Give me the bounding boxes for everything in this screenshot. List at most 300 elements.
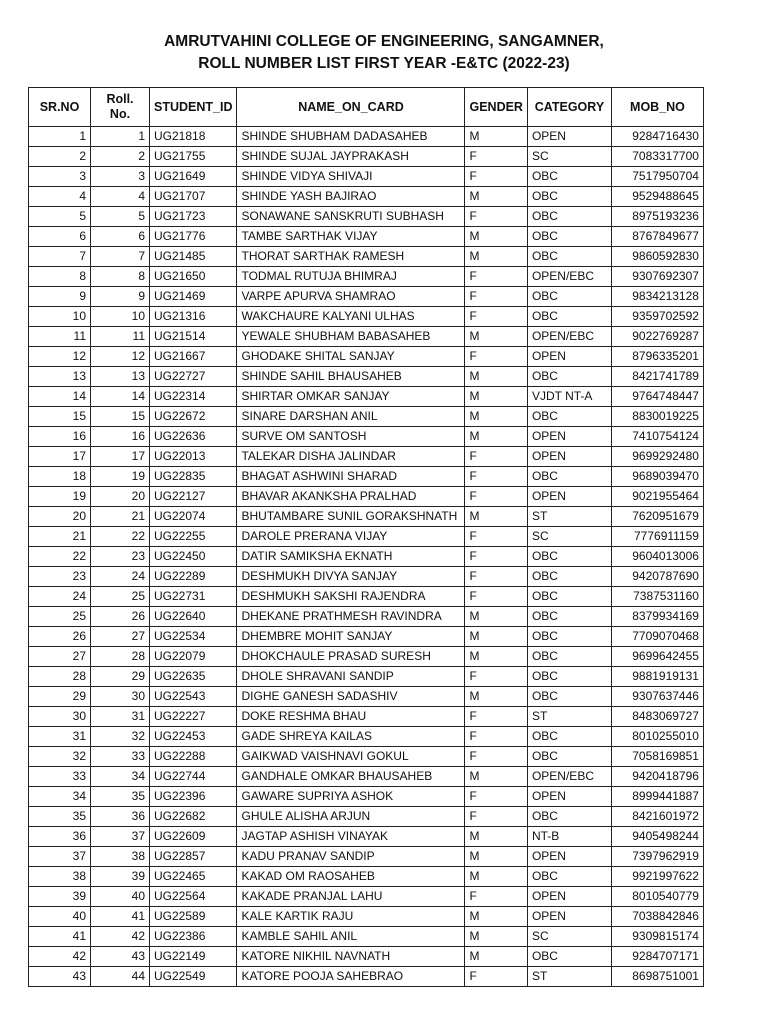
sr-no-cell: 34: [29, 787, 91, 807]
table-row: [29, 447, 704, 467]
category-cell: OBC: [527, 947, 611, 967]
mobile-cell: 7397962919: [611, 847, 703, 867]
table-row: [29, 467, 704, 487]
gender-cell: F: [465, 207, 527, 227]
table-row: [29, 227, 704, 247]
name-cell: TODMAL RUTUJA BHIMRAJ: [237, 267, 465, 287]
gender-cell: F: [465, 707, 527, 727]
mobile-cell: 7083317700: [611, 147, 703, 167]
mobile-cell: 9309815174: [611, 927, 703, 947]
category-cell: OBC: [527, 747, 611, 767]
roll-no-cell: 9: [91, 287, 150, 307]
column-header-gender: GENDER: [465, 88, 527, 127]
category-cell: OPEN: [527, 787, 611, 807]
table-row: [29, 547, 704, 567]
table-row: [29, 807, 704, 827]
category-cell: SC: [527, 527, 611, 547]
student-id-cell: UG22386: [150, 927, 237, 947]
document-title: AMRUTVAHINI COLLEGE OF ENGINEERING, SANGAMNER,: [164, 33, 604, 50]
name-cell: DHEKANE PRATHMESH RAVINDRA: [237, 607, 465, 627]
student-id-cell: UG21469: [150, 287, 237, 307]
roll-no-cell: 24: [91, 567, 150, 587]
mobile-cell: 7620951679: [611, 507, 703, 527]
roll-no-cell: 14: [91, 387, 150, 407]
gender-cell: F: [465, 567, 527, 587]
sr-no-cell: 18: [29, 467, 91, 487]
roll-no-cell: 20: [91, 487, 150, 507]
gender-cell: F: [465, 747, 527, 767]
category-cell: OBC: [527, 307, 611, 327]
gender-cell: F: [465, 467, 527, 487]
category-cell: OPEN: [527, 447, 611, 467]
roll-no-cell: 21: [91, 507, 150, 527]
name-cell: KALE KARTIK RAJU: [237, 907, 465, 927]
roll-no-cell: 29: [91, 667, 150, 687]
gender-cell: M: [465, 687, 527, 707]
roll-no-cell: 39: [91, 867, 150, 887]
category-cell: OBC: [527, 667, 611, 687]
name-cell: KATORE POOJA SAHEBRAO: [237, 967, 465, 987]
sr-no-cell: 35: [29, 807, 91, 827]
sr-no-cell: 43: [29, 967, 91, 987]
category-cell: ST: [527, 507, 611, 527]
name-cell: SINARE DARSHAN ANIL: [237, 407, 465, 427]
sr-no-cell: 6: [29, 227, 91, 247]
roll-no-cell: 30: [91, 687, 150, 707]
gender-cell: M: [465, 927, 527, 947]
mobile-cell: 8483069727: [611, 707, 703, 727]
name-cell: GADE SHREYA KAILAS: [237, 727, 465, 747]
student-id-cell: UG22640: [150, 607, 237, 627]
roll-no-cell: 27: [91, 627, 150, 647]
gender-cell: F: [465, 167, 527, 187]
table-row: [29, 847, 704, 867]
table-row: [29, 967, 704, 987]
mobile-cell: 9405498244: [611, 827, 703, 847]
roll-no-cell: 1: [91, 127, 150, 147]
name-cell: JAGTAP ASHISH VINAYAK: [237, 827, 465, 847]
mobile-cell: 9529488645: [611, 187, 703, 207]
student-id-cell: UG22589: [150, 907, 237, 927]
mobile-cell: 7038842846: [611, 907, 703, 927]
category-cell: OBC: [527, 587, 611, 607]
category-cell: OBC: [527, 407, 611, 427]
roll-no-cell: 41: [91, 907, 150, 927]
roll-no-cell: 43: [91, 947, 150, 967]
student-id-cell: UG21755: [150, 147, 237, 167]
category-cell: OPEN: [527, 487, 611, 507]
sr-no-cell: 20: [29, 507, 91, 527]
name-cell: THORAT SARTHAK RAMESH: [237, 247, 465, 267]
table-row: [29, 827, 704, 847]
mobile-cell: 9022769287: [611, 327, 703, 347]
category-cell: OBC: [527, 227, 611, 247]
category-cell: OBC: [527, 467, 611, 487]
sr-no-cell: 37: [29, 847, 91, 867]
mobile-cell: 9420787690: [611, 567, 703, 587]
sr-no-cell: 16: [29, 427, 91, 447]
gender-cell: F: [465, 447, 527, 467]
name-cell: SHIRTAR OMKAR SANJAY: [237, 387, 465, 407]
table-row: [29, 427, 704, 447]
category-cell: OBC: [527, 247, 611, 267]
mobile-cell: 8999441887: [611, 787, 703, 807]
table-body: [29, 127, 704, 987]
sr-no-cell: 38: [29, 867, 91, 887]
student-id-cell: UG22127: [150, 487, 237, 507]
gender-cell: F: [465, 487, 527, 507]
column-header-category: CATEGORY: [527, 88, 611, 127]
document-subtitle: ROLL NUMBER LIST FIRST YEAR -E&TC (2022-23): [198, 55, 570, 72]
gender-cell: M: [465, 647, 527, 667]
table-row: [29, 947, 704, 967]
student-id-cell: UG22465: [150, 867, 237, 887]
name-cell: SHINDE SUJAL JAYPRAKASH: [237, 147, 465, 167]
table-header-row: [29, 88, 704, 127]
column-header-sr-no: SR.NO: [29, 88, 91, 127]
category-cell: SC: [527, 147, 611, 167]
sr-no-cell: 21: [29, 527, 91, 547]
roll-no-cell: 28: [91, 647, 150, 667]
table-row: [29, 667, 704, 687]
name-cell: SHINDE SHUBHAM DADASAHEB: [237, 127, 465, 147]
sr-no-cell: 9: [29, 287, 91, 307]
roll-no-cell: 7: [91, 247, 150, 267]
mobile-cell: 9420418796: [611, 767, 703, 787]
student-id-cell: UG22013: [150, 447, 237, 467]
mobile-cell: 9284707171: [611, 947, 703, 967]
sr-no-cell: 15: [29, 407, 91, 427]
mobile-cell: 7517950704: [611, 167, 703, 187]
gender-cell: M: [465, 247, 527, 267]
name-cell: GAWARE SUPRIYA ASHOK: [237, 787, 465, 807]
table-row: [29, 127, 704, 147]
mobile-cell: 9307692307: [611, 267, 703, 287]
student-id-cell: UG22636: [150, 427, 237, 447]
gender-cell: M: [465, 507, 527, 527]
sr-no-cell: 27: [29, 647, 91, 667]
sr-no-cell: 23: [29, 567, 91, 587]
category-cell: OPEN/EBC: [527, 327, 611, 347]
mobile-cell: 9860592830: [611, 247, 703, 267]
gender-cell: F: [465, 287, 527, 307]
mobile-cell: 9881919131: [611, 667, 703, 687]
sr-no-cell: 22: [29, 547, 91, 567]
gender-cell: M: [465, 607, 527, 627]
student-id-cell: UG21650: [150, 267, 237, 287]
name-cell: GHODAKE SHITAL SANJAY: [237, 347, 465, 367]
roll-no-cell: 37: [91, 827, 150, 847]
name-cell: BHAGAT ASHWINI SHARAD: [237, 467, 465, 487]
table-row: [29, 867, 704, 887]
sr-no-cell: 33: [29, 767, 91, 787]
sr-no-cell: 11: [29, 327, 91, 347]
roll-no-cell: 11: [91, 327, 150, 347]
student-id-cell: UG21316: [150, 307, 237, 327]
gender-cell: M: [465, 907, 527, 927]
student-id-cell: UG22835: [150, 467, 237, 487]
name-cell: BHAVAR AKANKSHA PRALHAD: [237, 487, 465, 507]
roll-no-cell: 31: [91, 707, 150, 727]
roll-no-cell: 38: [91, 847, 150, 867]
name-cell: SONAWANE SANSKRUTI SUBHASH: [237, 207, 465, 227]
roll-no-cell: 12: [91, 347, 150, 367]
name-cell: KAKADE PRANJAL LAHU: [237, 887, 465, 907]
gender-cell: F: [465, 527, 527, 547]
name-cell: DHOLE SHRAVANI SANDIP: [237, 667, 465, 687]
name-cell: DOKE RESHMA BHAU: [237, 707, 465, 727]
student-id-cell: UG22396: [150, 787, 237, 807]
name-cell: GAIKWAD VAISHNAVI GOKUL: [237, 747, 465, 767]
category-cell: OBC: [527, 367, 611, 387]
table-row: [29, 507, 704, 527]
name-cell: TALEKAR DISHA JALINDAR: [237, 447, 465, 467]
student-id-cell: UG22314: [150, 387, 237, 407]
gender-cell: F: [465, 787, 527, 807]
category-cell: OPEN: [527, 847, 611, 867]
student-id-cell: UG22074: [150, 507, 237, 527]
gender-cell: M: [465, 227, 527, 247]
category-cell: OBC: [527, 687, 611, 707]
mobile-cell: 8767849677: [611, 227, 703, 247]
table-row: [29, 707, 704, 727]
category-cell: OBC: [527, 167, 611, 187]
category-cell: OPEN/EBC: [527, 767, 611, 787]
gender-cell: F: [465, 727, 527, 747]
gender-cell: M: [465, 407, 527, 427]
mobile-cell: 8421741789: [611, 367, 703, 387]
roll-no-cell: 44: [91, 967, 150, 987]
name-cell: KAKAD OM RAOSAHEB: [237, 867, 465, 887]
table-row: [29, 907, 704, 927]
gender-cell: M: [465, 427, 527, 447]
student-id-cell: UG22288: [150, 747, 237, 767]
table-row: [29, 627, 704, 647]
sr-no-cell: 19: [29, 487, 91, 507]
student-id-cell: UG22289: [150, 567, 237, 587]
table-row: [29, 687, 704, 707]
student-id-cell: UG22549: [150, 967, 237, 987]
category-cell: OBC: [527, 607, 611, 627]
gender-cell: M: [465, 767, 527, 787]
student-id-cell: UG22682: [150, 807, 237, 827]
gender-cell: F: [465, 967, 527, 987]
gender-cell: F: [465, 267, 527, 287]
sr-no-cell: 1: [29, 127, 91, 147]
sr-no-cell: 10: [29, 307, 91, 327]
roll-no-cell: 10: [91, 307, 150, 327]
gender-cell: M: [465, 867, 527, 887]
table-row: [29, 247, 704, 267]
student-id-cell: UG21707: [150, 187, 237, 207]
gender-cell: M: [465, 847, 527, 867]
mobile-cell: 9021955464: [611, 487, 703, 507]
table-row: [29, 567, 704, 587]
gender-cell: M: [465, 367, 527, 387]
mobile-cell: 9284716430: [611, 127, 703, 147]
name-cell: WAKCHAURE KALYANI ULHAS: [237, 307, 465, 327]
roll-no-cell: 4: [91, 187, 150, 207]
table-row: [29, 347, 704, 367]
name-cell: DIGHE GANESH SADASHIV: [237, 687, 465, 707]
category-cell: OBC: [527, 627, 611, 647]
table-row: [29, 927, 704, 947]
student-id-cell: UG22672: [150, 407, 237, 427]
name-cell: DHOKCHAULE PRASAD SURESH: [237, 647, 465, 667]
student-id-cell: UG21818: [150, 127, 237, 147]
mobile-cell: 9699292480: [611, 447, 703, 467]
name-cell: SHINDE SAHIL BHAUSAHEB: [237, 367, 465, 387]
gender-cell: M: [465, 387, 527, 407]
roll-number-table: [28, 87, 704, 987]
category-cell: SC: [527, 927, 611, 947]
roll-no-cell: 33: [91, 747, 150, 767]
mobile-cell: 7387531160: [611, 587, 703, 607]
table-row: [29, 747, 704, 767]
sr-no-cell: 28: [29, 667, 91, 687]
table-row: [29, 167, 704, 187]
sr-no-cell: 40: [29, 907, 91, 927]
mobile-cell: 7058169851: [611, 747, 703, 767]
sr-no-cell: 5: [29, 207, 91, 227]
student-id-cell: UG21723: [150, 207, 237, 227]
name-cell: GHULE ALISHA ARJUN: [237, 807, 465, 827]
student-id-cell: UG22609: [150, 827, 237, 847]
table-row: [29, 527, 704, 547]
name-cell: KAMBLE SAHIL ANIL: [237, 927, 465, 947]
student-id-cell: UG21649: [150, 167, 237, 187]
student-id-cell: UG22727: [150, 367, 237, 387]
table-row: [29, 607, 704, 627]
column-header-name-on-card: NAME_ON_CARD: [237, 88, 465, 127]
roll-no-cell: 35: [91, 787, 150, 807]
sr-no-cell: 31: [29, 727, 91, 747]
roll-no-cell: 15: [91, 407, 150, 427]
name-cell: SURVE OM SANTOSH: [237, 427, 465, 447]
sr-no-cell: 25: [29, 607, 91, 627]
student-id-cell: UG22227: [150, 707, 237, 727]
gender-cell: F: [465, 807, 527, 827]
mobile-cell: 9604013006: [611, 547, 703, 567]
name-cell: DHEMBRE MOHIT SANJAY: [237, 627, 465, 647]
sr-no-cell: 32: [29, 747, 91, 767]
table-row: [29, 787, 704, 807]
sr-no-cell: 26: [29, 627, 91, 647]
table-row: [29, 147, 704, 167]
name-cell: DATIR SAMIKSHA EKNATH: [237, 547, 465, 567]
category-cell: OPEN/EBC: [527, 267, 611, 287]
category-cell: OBC: [527, 287, 611, 307]
roll-no-cell: 16: [91, 427, 150, 447]
student-id-cell: UG22079: [150, 647, 237, 667]
name-cell: SHINDE VIDYA SHIVAJI: [237, 167, 465, 187]
sr-no-cell: 12: [29, 347, 91, 367]
category-cell: OBC: [527, 187, 611, 207]
gender-cell: M: [465, 827, 527, 847]
column-header-student-id: STUDENT_ID: [150, 88, 237, 127]
roll-no-cell: 19: [91, 467, 150, 487]
name-cell: GANDHALE OMKAR BHAUSAHEB: [237, 767, 465, 787]
student-id-cell: UG21485: [150, 247, 237, 267]
table-row: [29, 327, 704, 347]
student-id-cell: UG22255: [150, 527, 237, 547]
table-row: [29, 887, 704, 907]
sr-no-cell: 17: [29, 447, 91, 467]
roll-no-cell: 2: [91, 147, 150, 167]
roll-no-cell: 13: [91, 367, 150, 387]
category-cell: OPEN: [527, 427, 611, 447]
student-id-cell: UG22744: [150, 767, 237, 787]
gender-cell: F: [465, 347, 527, 367]
name-cell: YEWALE SHUBHAM BABASAHEB: [237, 327, 465, 347]
sr-no-cell: 4: [29, 187, 91, 207]
category-cell: ST: [527, 967, 611, 987]
student-id-cell: UG22450: [150, 547, 237, 567]
category-cell: NT-B: [527, 827, 611, 847]
category-cell: OBC: [527, 647, 611, 667]
name-cell: DESHMUKH DIVYA SANJAY: [237, 567, 465, 587]
table-row: [29, 407, 704, 427]
roll-no-cell: 17: [91, 447, 150, 467]
table-row: [29, 387, 704, 407]
student-id-cell: UG22857: [150, 847, 237, 867]
column-header-roll-no: Roll. No.: [91, 88, 150, 127]
sr-no-cell: 3: [29, 167, 91, 187]
roll-no-cell: 8: [91, 267, 150, 287]
mobile-cell: 8421601972: [611, 807, 703, 827]
name-cell: KATORE NIKHIL NAVNATH: [237, 947, 465, 967]
category-cell: OBC: [527, 867, 611, 887]
mobile-cell: 9764748447: [611, 387, 703, 407]
mobile-cell: 9921997622: [611, 867, 703, 887]
table-row: [29, 367, 704, 387]
table-row: [29, 647, 704, 667]
student-id-cell: UG22149: [150, 947, 237, 967]
mobile-cell: 8975193236: [611, 207, 703, 227]
roll-no-cell: 22: [91, 527, 150, 547]
mobile-cell: 8830019225: [611, 407, 703, 427]
mobile-cell: 7709070468: [611, 627, 703, 647]
column-header-mob-no: MOB_NO: [611, 88, 703, 127]
name-cell: SHINDE YASH BAJIRAO: [237, 187, 465, 207]
gender-cell: F: [465, 307, 527, 327]
student-id-cell: UG21776: [150, 227, 237, 247]
table-row: [29, 287, 704, 307]
sr-no-cell: 39: [29, 887, 91, 907]
name-cell: TAMBE SARTHAK VIJAY: [237, 227, 465, 247]
table-row: [29, 307, 704, 327]
student-id-cell: UG22731: [150, 587, 237, 607]
gender-cell: M: [465, 947, 527, 967]
roll-no-cell: 5: [91, 207, 150, 227]
mobile-cell: 8010540779: [611, 887, 703, 907]
roll-no-cell: 36: [91, 807, 150, 827]
student-id-cell: UG22564: [150, 887, 237, 907]
category-cell: OPEN: [527, 887, 611, 907]
category-cell: OPEN: [527, 127, 611, 147]
table-row: [29, 187, 704, 207]
gender-cell: M: [465, 627, 527, 647]
mobile-cell: 8796335201: [611, 347, 703, 367]
mobile-cell: 9359702592: [611, 307, 703, 327]
gender-cell: F: [465, 887, 527, 907]
mobile-cell: 8379934169: [611, 607, 703, 627]
table-row: [29, 207, 704, 227]
table-row: [29, 727, 704, 747]
sr-no-cell: 42: [29, 947, 91, 967]
mobile-cell: 9834213128: [611, 287, 703, 307]
table-row: [29, 767, 704, 787]
